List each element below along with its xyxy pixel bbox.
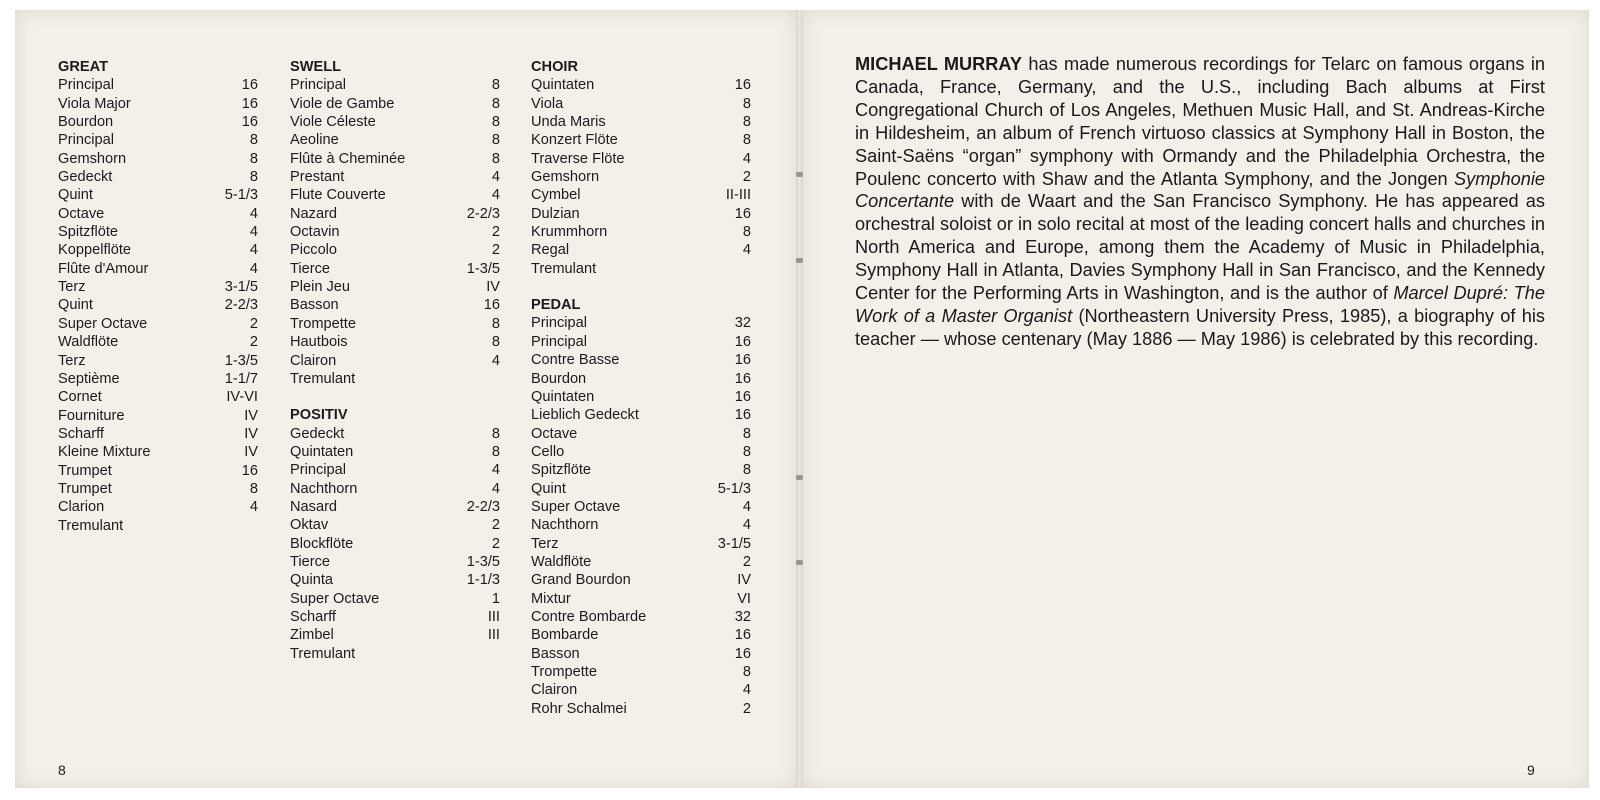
- stop-row: [290, 645, 500, 663]
- division-heading-great: GREAT: [58, 59, 108, 75]
- stop-name: Spitzflöte: [58, 224, 119, 241]
- stop-pitch: 16: [734, 333, 751, 350]
- stop-row: [531, 590, 751, 608]
- stop-name: Principal: [58, 132, 114, 149]
- stop-name: Traverse Flöte: [531, 150, 625, 167]
- stop-name: Bombarde: [531, 627, 599, 644]
- stop-pitch: 4: [491, 169, 500, 186]
- stop-name: Hautbois: [290, 334, 348, 351]
- stop-row: [290, 461, 500, 479]
- stop-pitch: 8: [742, 95, 751, 112]
- stop-pitch: 2: [742, 553, 751, 570]
- stop-row: [58, 76, 258, 94]
- stop-pitch: 8: [491, 95, 500, 112]
- stop-name: Super Octave: [531, 498, 621, 515]
- stop-row: [290, 516, 500, 534]
- stop-pitch: 8: [742, 114, 751, 131]
- stop-name: Terz: [531, 535, 559, 552]
- stop-name: Viole de Gambe: [290, 95, 395, 112]
- stop-row: [58, 168, 258, 186]
- artist-name: MICHAEL MURRAY: [855, 54, 1022, 74]
- stop-pitch: 8: [491, 443, 500, 460]
- stop-pitch: 2: [491, 242, 500, 259]
- stop-name: Principal: [290, 77, 346, 94]
- stop-pitch: 4: [491, 480, 500, 497]
- stop-name: Rohr Schalmei: [531, 700, 627, 717]
- stop-pitch: 16: [241, 95, 258, 112]
- stop-pitch: 32: [734, 608, 751, 625]
- stop-row: [58, 95, 258, 113]
- stop-pitch: 8: [742, 462, 751, 479]
- stop-row: [531, 645, 751, 663]
- stop-pitch: 4: [491, 187, 500, 204]
- stop-row: [58, 370, 258, 388]
- stop-name: Octavin: [290, 224, 340, 241]
- stop-row: [290, 95, 500, 113]
- stop-row: [290, 443, 500, 461]
- stop-pitch: 16: [734, 205, 751, 222]
- stop-name: Tremulant: [290, 645, 356, 662]
- stop-row: [58, 443, 258, 461]
- stop-row: [290, 571, 500, 589]
- stop-name: Regal: [531, 242, 570, 259]
- stop-name: Principal: [531, 333, 587, 350]
- stop-pitch: IV: [244, 444, 258, 461]
- stop-list: [290, 425, 500, 663]
- stop-name: Principal: [58, 77, 114, 94]
- stop-row: [531, 314, 751, 332]
- staple-top: [796, 172, 803, 177]
- stop-name: Unda Maris: [531, 114, 606, 131]
- stop-name: Oktav: [290, 517, 329, 534]
- stop-row: [531, 498, 751, 516]
- stop-name: Flûte à Cheminée: [290, 150, 406, 167]
- stop-name: Quintaten: [531, 77, 595, 94]
- stop-name: Piccolo: [290, 242, 338, 259]
- stop-row: [290, 352, 500, 370]
- stop-pitch: 2: [249, 334, 258, 351]
- stop-pitch: 4: [742, 517, 751, 534]
- stop-pitch: IV: [737, 572, 751, 589]
- stop-pitch: 2: [249, 315, 258, 332]
- stop-name: Gemshorn: [58, 150, 127, 167]
- stop-row: [531, 626, 751, 644]
- stop-name: Trompette: [290, 315, 356, 332]
- stop-row: [58, 223, 258, 241]
- stop-name: Bourdon: [531, 370, 587, 387]
- stoplist-column-great: [58, 58, 258, 535]
- stop-row: [531, 76, 751, 94]
- stop-row: [531, 95, 751, 113]
- stop-name: Tierce: [290, 260, 331, 277]
- stop-row: [290, 186, 500, 204]
- stop-row: [531, 388, 751, 406]
- stop-pitch: 4: [742, 242, 751, 259]
- stop-name: Contre Basse: [531, 352, 620, 369]
- stop-name: Scharff: [58, 425, 104, 442]
- stop-row: [58, 150, 258, 168]
- stop-pitch: III: [487, 627, 500, 644]
- stop-name: Scharff: [290, 608, 336, 625]
- stop-name: Trumpet: [58, 480, 112, 497]
- bio-text-2: with de Waart and the San Francisco Symphony. He has appeared as orchestral soloist or in solo recital at most of the leading concert halls and churches in North America and Europe, among them the Academy of Music in Philadelphia, Symphony Hall in Atlanta, Davies Symphony Hall in San Francisco, and the Kennedy Center for the Performing Arts in Washington, and is the author of: [855, 191, 1545, 304]
- stop-name: Gedeckt: [290, 425, 345, 442]
- stop-name: Flute Couverte: [290, 187, 386, 204]
- stop-row: [531, 168, 751, 186]
- stop-row: [290, 315, 500, 333]
- stop-pitch: 16: [241, 77, 258, 94]
- stop-row: [531, 260, 751, 278]
- stop-name: Mixtur: [531, 590, 571, 607]
- stop-row: [531, 205, 751, 223]
- stop-pitch: 2: [491, 517, 500, 534]
- stop-row: [531, 370, 751, 388]
- stop-name: Terz: [58, 279, 86, 296]
- staple-lower: [796, 475, 803, 480]
- stop-name: Quintaten: [531, 388, 595, 405]
- stop-row: [290, 131, 500, 149]
- stop-row: [531, 223, 751, 241]
- stop-pitch: 8: [742, 425, 751, 442]
- stop-pitch: 1-3/5: [466, 260, 500, 277]
- stop-pitch: IV: [244, 407, 258, 424]
- stop-pitch: 8: [491, 315, 500, 332]
- stop-pitch: 8: [742, 132, 751, 149]
- stop-row: [531, 571, 751, 589]
- stop-name: Cello: [531, 443, 565, 460]
- stop-row: [290, 425, 500, 443]
- division-heading-choir: CHOIR: [531, 59, 579, 75]
- stop-row: [58, 462, 258, 480]
- bio-text-1: has made numerous recordings for Telarc on famous organs in Canada, France, Germany, and the U.S., including Bach albums at First Congregational Church of Los Angeles, Methuen Music Hall, and St. Andreas-Kirche in Hildesheim, an album of French virtuoso classics at Symphony Hall in Boston, the Saint-Saëns “organ” symphony with Ormandy and the Philadelphia Orchestra, the Poulenc concerto with Shaw and the Atlanta Symphony, and the Jongen: [855, 54, 1545, 189]
- stoplist-column-choir-pedal: [531, 58, 751, 718]
- stop-name: Viole Céleste: [290, 114, 376, 131]
- stop-row: [290, 535, 500, 553]
- stop-name: Viola Major: [58, 95, 131, 112]
- stop-name: Contre Bombarde: [531, 608, 647, 625]
- stop-row: [290, 608, 500, 626]
- stop-row: [531, 516, 751, 534]
- stop-list: [531, 76, 751, 278]
- staple-upper: [796, 258, 803, 263]
- staple-bottom: [796, 560, 803, 565]
- stop-row: [531, 333, 751, 351]
- stop-name: Aeoline: [290, 132, 339, 149]
- stop-pitch: 4: [491, 462, 500, 479]
- stop-pitch: 2: [742, 169, 751, 186]
- stop-name: Grand Bourdon: [531, 572, 631, 589]
- stop-row: [58, 517, 258, 535]
- stop-name: Terz: [58, 352, 86, 369]
- stop-name: Quintaten: [290, 443, 354, 460]
- stop-pitch: 4: [249, 205, 258, 222]
- stop-pitch: 1-3/5: [224, 352, 258, 369]
- stop-row: [58, 388, 258, 406]
- stop-pitch: 4: [249, 499, 258, 516]
- stop-row: [290, 205, 500, 223]
- stop-row: [58, 113, 258, 131]
- stop-name: Spitzflöte: [531, 462, 592, 479]
- stop-pitch: 8: [491, 77, 500, 94]
- stop-name: Super Octave: [58, 315, 148, 332]
- stop-row: [531, 461, 751, 479]
- stop-name: Basson: [290, 297, 339, 314]
- division-heading-swell: SWELL: [290, 59, 342, 75]
- stop-pitch: IV: [486, 279, 500, 296]
- stop-pitch: 16: [734, 370, 751, 387]
- stop-row: [531, 113, 751, 131]
- stop-row: [531, 535, 751, 553]
- stop-name: Nasard: [290, 498, 338, 515]
- stop-row: [290, 168, 500, 186]
- stop-name: Konzert Flöte: [531, 132, 618, 149]
- stop-pitch: 5-1/3: [717, 480, 751, 497]
- stop-pitch: 1-1/7: [224, 370, 258, 387]
- stop-pitch: IV: [244, 425, 258, 442]
- page-number-left: 8: [58, 762, 66, 778]
- stop-name: Tremulant: [58, 517, 124, 534]
- stop-list: [58, 76, 258, 535]
- stop-name: Krummhorn: [531, 224, 608, 241]
- stop-name: Trompette: [531, 664, 597, 680]
- stop-row: [290, 370, 500, 388]
- stop-pitch: 16: [734, 77, 751, 94]
- stop-name: Gedeckt: [58, 169, 113, 186]
- division-heading-positiv: POSITIV: [290, 407, 348, 424]
- stop-pitch: 1-3/5: [466, 553, 500, 570]
- stop-name: Gemshorn: [531, 169, 600, 186]
- stop-pitch: 2-2/3: [224, 297, 258, 314]
- stop-row: [58, 407, 258, 425]
- stop-pitch: 4: [491, 352, 500, 369]
- stop-row: [58, 241, 258, 259]
- stop-name: Waldflöte: [531, 553, 592, 570]
- stop-name: Trumpet: [58, 462, 112, 479]
- stop-row: [531, 186, 751, 204]
- stop-name: Cymbel: [531, 187, 581, 204]
- stop-name: Fourniture: [58, 407, 125, 424]
- stop-pitch: 4: [742, 498, 751, 515]
- stop-pitch: 16: [734, 407, 751, 424]
- stop-row: [58, 296, 258, 314]
- stop-name: Lieblich Gedeckt: [531, 407, 639, 424]
- stop-row: [58, 352, 258, 370]
- stop-pitch: 8: [491, 114, 500, 131]
- stop-row: [58, 278, 258, 296]
- stop-name: Octave: [58, 205, 105, 222]
- stop-pitch: 16: [734, 645, 751, 662]
- stop-name: Blockflöte: [290, 535, 354, 552]
- stop-pitch: 2: [742, 700, 751, 717]
- stop-row: [58, 480, 258, 498]
- stop-name: Plein Jeu: [290, 279, 351, 296]
- stop-name: Super Octave: [290, 590, 380, 607]
- stop-pitch: 8: [491, 425, 500, 442]
- stop-row: [58, 498, 258, 516]
- stop-pitch: 2-2/3: [466, 498, 500, 515]
- stop-row: [531, 131, 751, 149]
- stop-row: [290, 223, 500, 241]
- division-heading-pedal: PEDAL: [531, 297, 581, 314]
- stop-pitch: 4: [249, 224, 258, 241]
- stop-name: Dulzian: [531, 205, 580, 222]
- stop-pitch: 8: [742, 224, 751, 241]
- stop-pitch: 2-2/3: [466, 205, 500, 222]
- stop-pitch: 2: [491, 535, 500, 552]
- stop-row: [58, 333, 258, 351]
- stop-name: Quint: [531, 480, 566, 497]
- stop-pitch: 3-1/5: [717, 535, 751, 552]
- stop-row: [531, 443, 751, 461]
- stop-row: [290, 260, 500, 278]
- stop-name: Nachthorn: [290, 480, 358, 497]
- stop-name: Tierce: [290, 553, 331, 570]
- stop-name: Waldflöte: [58, 334, 119, 351]
- stop-name: Tremulant: [531, 260, 597, 277]
- stop-name: Clairon: [531, 682, 578, 699]
- stop-name: Principal: [531, 315, 587, 332]
- stop-row: [531, 351, 751, 369]
- stop-name: Koppelflöte: [58, 242, 132, 259]
- stop-row: [531, 406, 751, 424]
- stop-row: [290, 333, 500, 351]
- stop-row: [531, 480, 751, 498]
- stop-row: [58, 131, 258, 149]
- stop-name: Clairon: [290, 352, 337, 369]
- stop-pitch: 8: [491, 132, 500, 149]
- stop-pitch: 8: [249, 169, 258, 186]
- stop-name: Basson: [531, 645, 580, 662]
- stop-pitch: IV-VI: [226, 389, 258, 406]
- stop-name: Flûte d'Amour: [58, 260, 149, 277]
- stop-row: [58, 315, 258, 333]
- stop-row: [290, 278, 500, 296]
- stop-row: [290, 590, 500, 608]
- stop-name: Nachthorn: [531, 517, 599, 534]
- stoplist-column-swell-positiv: [290, 58, 500, 663]
- stop-list: [290, 76, 500, 388]
- stop-row: [58, 425, 258, 443]
- stop-name: Clarion: [58, 499, 105, 516]
- stop-row: [58, 186, 258, 204]
- stop-name: Septième: [58, 370, 120, 387]
- stop-row: [531, 553, 751, 571]
- stop-name: Prestant: [290, 169, 345, 186]
- stop-row: [290, 296, 500, 314]
- stop-row: [290, 626, 500, 644]
- stop-name: Quint: [58, 187, 93, 204]
- stop-pitch: 8: [491, 334, 500, 351]
- bio-text-3: (Northeastern University Press, 1985), a biography of his teacher — whose centenary (May 1886 — May 1986) is celebrated by this recording.: [855, 305, 1545, 349]
- stop-name: Nazard: [290, 205, 338, 222]
- stop-row: [531, 608, 751, 626]
- stop-row: [58, 260, 258, 278]
- stop-pitch: 16: [483, 297, 500, 314]
- bio-italic-title-1: Symphonie Concertante: [855, 168, 1545, 212]
- stop-name: Cornet: [58, 389, 102, 406]
- stop-pitch: 16: [734, 627, 751, 644]
- bio-italic-title-2: Marcel Dupré: The Work of a Master Organist: [855, 283, 1546, 326]
- stop-row: [531, 241, 751, 259]
- stop-pitch: 1: [491, 590, 500, 607]
- stop-pitch: 1-1/3: [466, 572, 500, 589]
- stop-name: Zimbel: [290, 627, 334, 644]
- stop-row: [290, 150, 500, 168]
- stop-pitch: 8: [249, 132, 258, 149]
- stop-pitch: 8: [742, 443, 751, 460]
- stop-name: Principal: [290, 462, 346, 479]
- stop-row: [290, 498, 500, 516]
- stop-row: [531, 700, 751, 718]
- stop-pitch: 3-1/5: [224, 279, 258, 296]
- stop-list: [531, 314, 751, 718]
- stop-pitch: VI: [737, 590, 751, 607]
- stop-pitch: 32: [734, 315, 751, 332]
- stop-pitch: 8: [249, 150, 258, 167]
- stop-row: [531, 663, 751, 681]
- stop-row: [290, 76, 500, 94]
- stop-pitch: 16: [734, 352, 751, 369]
- stop-pitch: 2: [491, 224, 500, 241]
- stop-row: [290, 553, 500, 571]
- stop-name: Quinta: [290, 572, 333, 589]
- stop-pitch: 16: [241, 462, 258, 479]
- book-gutter: [796, 10, 803, 788]
- stop-name: Bourdon: [58, 114, 114, 131]
- stop-pitch: 5-1/3: [224, 187, 258, 204]
- stop-row: [290, 480, 500, 498]
- stop-pitch: 8: [491, 150, 500, 167]
- stop-pitch: 16: [241, 114, 258, 131]
- stop-name: Tremulant: [290, 370, 356, 387]
- stop-pitch: II-III: [725, 187, 751, 204]
- page-number-right: 9: [1527, 762, 1535, 778]
- stop-name: Octave: [531, 425, 578, 442]
- stop-pitch: III: [487, 608, 500, 625]
- stop-pitch: 4: [742, 682, 751, 699]
- stop-row: [58, 205, 258, 223]
- biography-paragraph: [855, 53, 1545, 351]
- stop-name: Quint: [58, 297, 93, 314]
- stop-row: [531, 150, 751, 168]
- stop-pitch: 16: [734, 388, 751, 405]
- stop-row: [531, 425, 751, 443]
- stop-pitch: 4: [249, 242, 258, 259]
- stop-row: [290, 241, 500, 259]
- stop-pitch: 8: [742, 664, 751, 680]
- stop-name: Viola: [531, 95, 564, 112]
- stop-row: [290, 113, 500, 131]
- stop-name: Kleine Mixture: [58, 444, 151, 461]
- stop-pitch: 4: [742, 150, 751, 167]
- stop-pitch: 8: [249, 480, 258, 497]
- stop-pitch: 4: [249, 260, 258, 277]
- stop-row: [531, 681, 751, 699]
